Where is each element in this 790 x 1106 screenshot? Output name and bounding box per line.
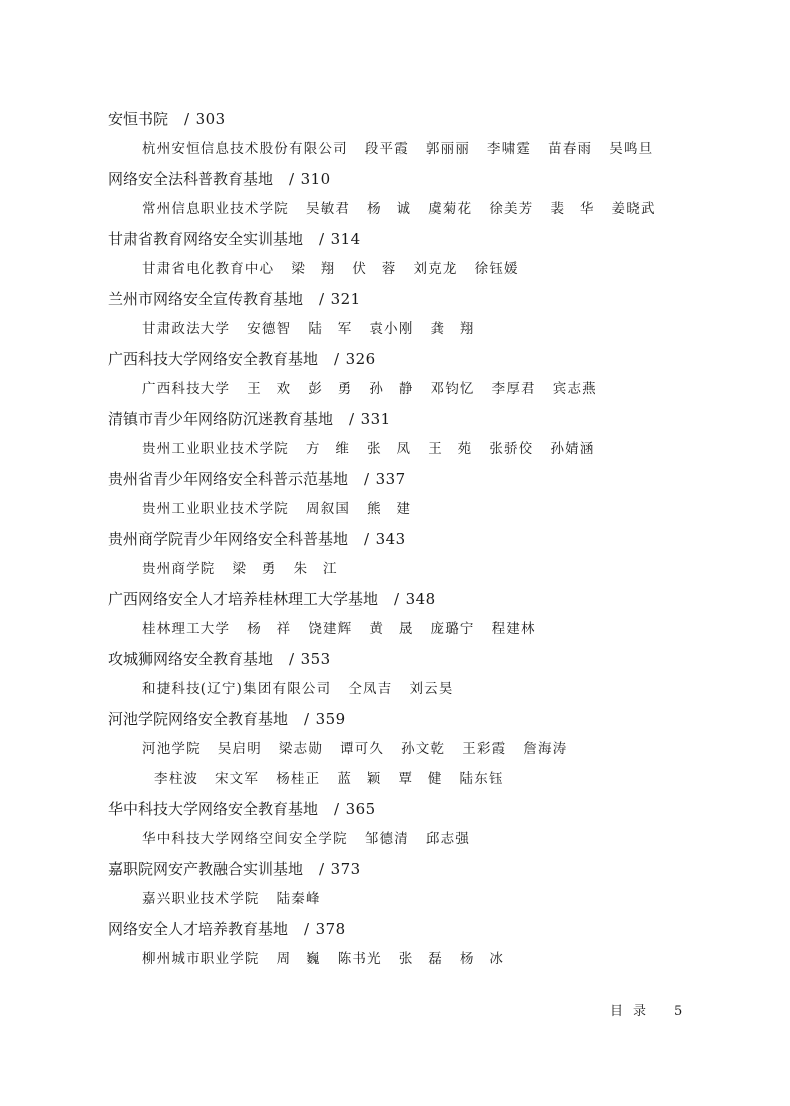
toc-entry-page-number: 353: [300, 650, 331, 668]
toc-entry-author: 杨 诚: [367, 201, 412, 217]
toc-entry-author: 虞菊花: [428, 201, 473, 217]
toc-entry-author: 熊 建: [367, 501, 412, 517]
toc-entry-author: 段平霞: [364, 141, 409, 157]
toc-entry-title[interactable]: [108, 914, 790, 944]
footer-label: 目录: [610, 1004, 657, 1019]
toc-entry-organization: 贵州商学院: [142, 561, 216, 577]
toc-entry-author: 陆秦峰: [276, 891, 321, 907]
toc-entry-author: 李啸霆: [487, 141, 532, 157]
toc-entry-title-text: 贵州省青少年网络安全科普示范基地: [108, 470, 349, 488]
table-of-contents: [0, 104, 790, 974]
toc-entry-author: 谭可久: [340, 741, 385, 757]
toc-entry-organization: 嘉兴职业技术学院: [142, 891, 260, 907]
toc-entry-organization: 贵州工业职业技术学院: [142, 501, 289, 517]
toc-entry-author: 吴鸣旦: [609, 141, 654, 157]
toc-entry-author: 王彩霞: [462, 741, 507, 757]
toc-entry-title[interactable]: [108, 524, 790, 554]
toc-entry-page-number: 331: [360, 410, 391, 428]
toc-entry-author: 徐钰媛: [474, 261, 519, 277]
toc-entry-authors: [142, 944, 790, 974]
page-separator: /: [334, 800, 340, 818]
toc-entry-author: 孙 静: [369, 381, 414, 397]
toc-entry-author: 方 维: [306, 441, 351, 457]
toc-entry-author: 王 苑: [428, 441, 473, 457]
toc-entry-title-text: 嘉职院网安产教融合实训基地: [108, 860, 304, 878]
toc-entry-author: 张骄佼: [489, 441, 534, 457]
toc-entry-title-text: 河池学院网络安全教育基地: [108, 710, 289, 728]
toc-entry-page-number: 343: [375, 530, 406, 548]
toc-entry-title[interactable]: [108, 644, 790, 674]
toc-entry-page-number: 359: [315, 710, 346, 728]
toc-entry-author: 龚 翔: [430, 321, 475, 337]
toc-entry-organization: 华中科技大学网络空间安全学院: [142, 831, 348, 847]
toc-entry-author: 黄 晟: [369, 621, 414, 637]
toc-entry-title-text: 广西科技大学网络安全教育基地: [108, 350, 319, 368]
page-separator: /: [319, 860, 325, 878]
toc-entry-author: 吴敏君: [306, 201, 351, 217]
toc-entry-author: 宾志燕: [552, 381, 597, 397]
toc-entry-author: 梁志勋: [278, 741, 324, 757]
toc-entry-page: [289, 170, 331, 188]
toc-entry-authors: [142, 494, 790, 524]
page-separator: /: [349, 410, 355, 428]
toc-entry-author: 庞璐宁: [430, 621, 475, 637]
toc-entry-title-text: 安恒书院: [108, 110, 169, 128]
toc-entry-title[interactable]: [108, 284, 790, 314]
toc-entry-page-number: 378: [315, 920, 346, 938]
toc-entry-author: 李厚君: [491, 381, 536, 397]
toc-entry-title-text: 攻城狮网络安全教育基地: [108, 650, 274, 668]
toc-entry-page-number: 303: [195, 110, 226, 128]
toc-entry-title-text: 华中科技大学网络安全教育基地: [108, 800, 319, 818]
toc-entry-author: 袁小刚: [369, 321, 414, 337]
toc-entry-organization: 广西科技大学: [142, 381, 231, 397]
toc-entry-page-number: 321: [330, 290, 361, 308]
toc-entry-authors: [142, 194, 790, 224]
toc-entry-author: 蓝 颖: [337, 771, 382, 787]
toc-entry-page: [304, 710, 346, 728]
page-separator: /: [319, 290, 325, 308]
page-separator: /: [289, 650, 295, 668]
toc-entry-author: 张 磊: [398, 951, 443, 967]
page-separator: /: [289, 170, 295, 188]
toc-entry-page: [289, 650, 331, 668]
page-separator: /: [364, 470, 370, 488]
toc-entry-author: 程建林: [491, 621, 536, 637]
toc-entry-author: 伏 蓉: [352, 261, 397, 277]
toc-entry-organization: 桂林理工大学: [142, 621, 231, 637]
toc-entry-page: [319, 860, 361, 878]
toc-entry-authors: [142, 674, 790, 704]
toc-entry-page-number: 310: [300, 170, 331, 188]
toc-entry-author: 王 欢: [247, 381, 292, 397]
toc-entry-title-text: 甘肃省教育网络安全实训基地: [108, 230, 304, 248]
toc-entry-title[interactable]: [108, 464, 790, 494]
toc-entry-author: 覃 健: [398, 771, 443, 787]
toc-entry-organization: 甘肃省电化教育中心: [142, 261, 275, 277]
toc-entry-title[interactable]: [108, 224, 790, 254]
toc-entry-organization: 和捷科技(辽宁)集团有限公司: [142, 681, 332, 697]
toc-entry-authors: [142, 314, 790, 344]
toc-entry-author: 杨 祥: [247, 621, 292, 637]
toc-entry-title[interactable]: [108, 584, 790, 614]
footer-page-number: 5: [674, 1004, 683, 1019]
toc-entry-author: 梁 勇: [232, 561, 277, 577]
toc-entry-organization: 河池学院: [142, 741, 201, 757]
toc-entry-page: [319, 230, 361, 248]
toc-entry-authors: [142, 134, 790, 164]
toc-entry-author: 吴启明: [217, 741, 262, 757]
toc-entry-author: 宋文军: [215, 771, 260, 787]
toc-entry-title[interactable]: [108, 704, 790, 734]
toc-entry-author: 陆 军: [308, 321, 353, 337]
toc-entry-author: 詹海涛: [523, 741, 568, 757]
toc-entry-organization: 柳州城市职业学院: [142, 951, 260, 967]
toc-entry-organization: 杭州安恒信息技术股份有限公司: [142, 141, 348, 157]
toc-entry-author: 姜晓武: [611, 201, 656, 217]
toc-entry-title-text: 兰州市网络安全宣传教育基地: [108, 290, 304, 308]
toc-entry-title-text: 网络安全人才培养教育基地: [108, 920, 289, 938]
toc-entry-author: 刘克龙: [413, 261, 458, 277]
toc-entry-author: 邱志强: [425, 831, 471, 847]
toc-entry-page-number: 365: [345, 800, 376, 818]
toc-entry-title[interactable]: [108, 794, 790, 824]
toc-entry-authors: [142, 254, 790, 284]
toc-entry-author: 苗春雨: [548, 141, 593, 157]
toc-entry-page: [334, 800, 376, 818]
page-separator: /: [394, 590, 400, 608]
page-separator: /: [319, 230, 325, 248]
toc-entry-page: [319, 290, 361, 308]
toc-entry-title[interactable]: [108, 164, 790, 194]
toc-entry-page: [349, 410, 391, 428]
toc-entry-author: 周叙国: [306, 501, 351, 517]
toc-entry-author: 周 巍: [276, 951, 321, 967]
toc-entry-authors: [142, 824, 790, 854]
toc-entry-title-text: 网络安全法科普教育基地: [108, 170, 274, 188]
toc-entry-authors: [142, 374, 790, 404]
toc-entry-page-number: 326: [345, 350, 376, 368]
toc-entry-author: 饶建辉: [308, 621, 353, 637]
toc-entry-author: 李柱波: [154, 771, 199, 787]
toc-entry-author: 安德智: [247, 321, 292, 337]
toc-entry-author: 孙婧涵: [550, 441, 595, 457]
toc-entry-author: 彭 勇: [308, 381, 353, 397]
toc-entry-author: 朱 江: [293, 561, 338, 577]
toc-entry-title[interactable]: [108, 854, 790, 884]
toc-entry-title[interactable]: [108, 404, 790, 434]
toc-entry-organization: 贵州工业职业技术学院: [142, 441, 289, 457]
toc-entry-page-number: 337: [375, 470, 406, 488]
toc-entry-author: 杨桂正: [276, 771, 321, 787]
toc-entry-author: 杨 冰: [459, 951, 505, 967]
toc-entry-page: [364, 470, 406, 488]
toc-entry-page: [334, 350, 376, 368]
toc-entry-author: 张 凤: [367, 441, 412, 457]
page-separator: /: [304, 710, 310, 728]
toc-entry-author: 徐美芳: [489, 201, 534, 217]
toc-entry-authors: [142, 884, 790, 914]
toc-entry-author: 郭丽丽: [425, 141, 471, 157]
toc-entry-authors: [142, 614, 790, 644]
toc-entry-organization: 甘肃政法大学: [142, 321, 231, 337]
toc-entry-author: 邓钧忆: [430, 381, 475, 397]
toc-entry-author: 仝凤吉: [348, 681, 393, 697]
toc-entry-page-number: 373: [330, 860, 361, 878]
toc-entry-authors: [142, 734, 790, 764]
toc-entry-title-text: 清镇市青少年网络防沉迷教育基地: [108, 410, 334, 428]
toc-entry-title-text: 广西网络安全人才培养桂林理工大学基地: [108, 590, 379, 608]
toc-entry-page-number: 314: [330, 230, 361, 248]
page-separator: /: [334, 350, 340, 368]
toc-entry-authors: [142, 554, 790, 584]
toc-entry-page: [364, 530, 406, 548]
toc-entry-author: 陈书光: [337, 951, 382, 967]
toc-entry-organization: 常州信息职业技术学院: [142, 201, 289, 217]
toc-entry-authors: [142, 434, 790, 464]
page-separator: /: [184, 110, 190, 128]
toc-entry-page: [394, 590, 436, 608]
toc-entry-title[interactable]: [108, 344, 790, 374]
page-footer: [0, 1002, 790, 1022]
toc-entry-title[interactable]: [108, 104, 790, 134]
toc-entry-page-number: 348: [405, 590, 436, 608]
toc-entry-author: 陆东钰: [459, 771, 504, 787]
toc-entry-author: 裴 华: [550, 201, 595, 217]
toc-entry-title-text: 贵州商学院青少年网络安全科普基地: [108, 530, 349, 548]
toc-entry-author: 梁 翔: [291, 261, 336, 277]
toc-entry-page: [184, 110, 226, 128]
toc-entry-page: [304, 920, 346, 938]
toc-entry-author: 刘云昊: [409, 681, 454, 697]
page-separator: /: [304, 920, 310, 938]
toc-entry-author: 孙文乾: [401, 741, 446, 757]
page-separator: /: [364, 530, 370, 548]
toc-entry-author: 邹德清: [364, 831, 409, 847]
toc-entry-authors: [154, 764, 790, 794]
